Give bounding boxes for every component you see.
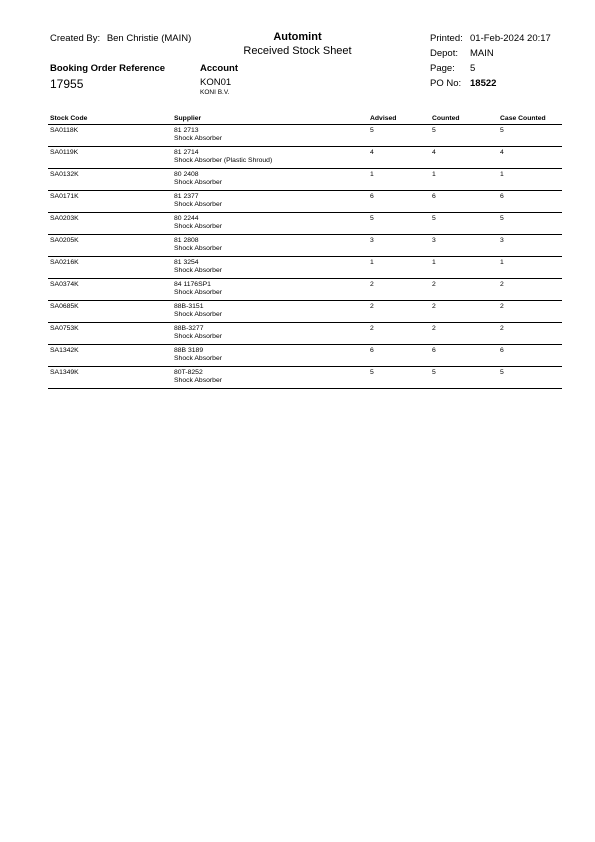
- stock-code-cell: SA0685K: [48, 301, 172, 323]
- advised-cell: 4: [368, 147, 430, 169]
- advised-cell: 1: [368, 169, 430, 191]
- case-counted-cell: 2: [498, 279, 562, 301]
- case-counted-cell: 6: [498, 345, 562, 367]
- case-counted-cell: 1: [498, 169, 562, 191]
- column-header-case-counted: Case Counted: [498, 114, 562, 125]
- supplier-cell: [172, 345, 368, 367]
- table-row: [48, 235, 562, 257]
- stock-code-cell: SA0205K: [48, 235, 172, 257]
- supplier-code: 80 2408: [174, 171, 199, 178]
- supplier-code: 81 2808: [174, 237, 199, 244]
- counted-cell: 6: [430, 345, 498, 367]
- supplier-code: 84 1176SP1: [174, 281, 211, 288]
- item-description: Shock Absorber: [174, 333, 222, 340]
- printed-value: 01-Feb-2024 20:17: [470, 33, 551, 44]
- supplier-code: 88B-3151: [174, 303, 204, 310]
- counted-cell: 2: [430, 323, 498, 345]
- stock-code-cell: SA0753K: [48, 323, 172, 345]
- advised-cell: 5: [368, 213, 430, 235]
- item-description: Shock Absorber: [174, 355, 222, 362]
- advised-cell: 2: [368, 301, 430, 323]
- table-header-row: [48, 114, 562, 125]
- item-description: Shock Absorber: [174, 377, 222, 384]
- supplier-cell: [172, 323, 368, 345]
- advised-cell: 5: [368, 125, 430, 147]
- stock-code-cell: SA1349K: [48, 367, 172, 389]
- advised-cell: 1: [368, 257, 430, 279]
- supplier-code: 81 2714: [174, 149, 199, 156]
- column-header-counted: Counted: [430, 114, 498, 125]
- item-description: Shock Absorber: [174, 267, 222, 274]
- counted-cell: 5: [430, 125, 498, 147]
- table-row: [48, 301, 562, 323]
- stock-code-cell: SA0118K: [48, 125, 172, 147]
- account-label: Account: [200, 63, 238, 74]
- supplier-cell: [172, 235, 368, 257]
- booking-ref-label: Booking Order Reference: [50, 63, 166, 74]
- counted-cell: 1: [430, 169, 498, 191]
- item-description: Shock Absorber: [174, 245, 222, 252]
- po-label: PO No:: [430, 78, 462, 89]
- item-description: Shock Absorber: [174, 201, 222, 208]
- case-counted-cell: 5: [498, 213, 562, 235]
- counted-cell: 5: [430, 213, 498, 235]
- table-row: [48, 213, 562, 235]
- depot-label: Depot:: [430, 48, 458, 59]
- page-label: Page:: [430, 63, 455, 74]
- supplier-cell: [172, 279, 368, 301]
- counted-cell: 2: [430, 301, 498, 323]
- supplier-code: 80T-8252: [174, 369, 203, 376]
- created-by-label: Created By:: [50, 33, 101, 44]
- counted-cell: 2: [430, 279, 498, 301]
- printed-label: Printed:: [430, 33, 463, 44]
- item-description: Shock Absorber: [174, 223, 222, 230]
- supplier-cell: [172, 125, 368, 147]
- advised-cell: 2: [368, 323, 430, 345]
- table-row: [48, 345, 562, 367]
- counted-cell: 5: [430, 367, 498, 389]
- stock-code-cell: SA0132K: [48, 169, 172, 191]
- stock-code-cell: SA0171K: [48, 191, 172, 213]
- counted-cell: 6: [430, 191, 498, 213]
- counted-cell: 1: [430, 257, 498, 279]
- depot-value: MAIN: [470, 48, 494, 59]
- supplier-cell: [172, 213, 368, 235]
- stock-code-cell: SA1342K: [48, 345, 172, 367]
- supplier-cell: [172, 191, 368, 213]
- stock-code-cell: SA0374K: [48, 279, 172, 301]
- supplier-code: 81 3254: [174, 259, 199, 266]
- advised-cell: 6: [368, 191, 430, 213]
- created-by-value: Ben Christie (MAIN): [106, 33, 192, 44]
- account-code: KON01: [200, 77, 232, 88]
- po-value: 18522: [470, 78, 497, 89]
- item-description: Shock Absorber: [174, 179, 222, 186]
- supplier-code: 81 2377: [174, 193, 199, 200]
- counted-cell: 3: [430, 235, 498, 257]
- account-name: KONI B.V.: [200, 89, 230, 96]
- item-description: Shock Absorber: [174, 289, 222, 296]
- table-row: [48, 279, 562, 301]
- supplier-code: 81 2713: [174, 127, 199, 134]
- stock-code-cell: SA0216K: [48, 257, 172, 279]
- table-row: [48, 323, 562, 345]
- case-counted-cell: 2: [498, 301, 562, 323]
- case-counted-cell: 3: [498, 235, 562, 257]
- column-header-stock-code: Stock Code: [48, 114, 172, 125]
- advised-cell: 6: [368, 345, 430, 367]
- table-row: [48, 191, 562, 213]
- document-title: Received Stock Sheet: [243, 45, 352, 57]
- advised-cell: 3: [368, 235, 430, 257]
- supplier-cell: [172, 301, 368, 323]
- advised-cell: 2: [368, 279, 430, 301]
- counted-cell: 4: [430, 147, 498, 169]
- item-description: Shock Absorber: [174, 135, 222, 142]
- case-counted-cell: 1: [498, 257, 562, 279]
- supplier-cell: [172, 147, 368, 169]
- table-row: [48, 257, 562, 279]
- item-description: Shock Absorber (Plastic Shroud): [174, 157, 273, 164]
- booking-ref-value: 17955: [50, 77, 84, 91]
- item-description: Shock Absorber: [174, 311, 222, 318]
- supplier-code: 80 2244: [174, 215, 199, 222]
- stock-code-cell: SA0119K: [48, 147, 172, 169]
- table-row: [48, 125, 562, 147]
- table-row: [48, 169, 562, 191]
- column-header-advised: Advised: [368, 114, 430, 125]
- supplier-code: 88B 3189: [174, 347, 204, 354]
- case-counted-cell: 2: [498, 323, 562, 345]
- supplier-cell: [172, 257, 368, 279]
- table-row: [48, 147, 562, 169]
- supplier-cell: [172, 367, 368, 389]
- advised-cell: 5: [368, 367, 430, 389]
- company-name: Automint: [273, 31, 322, 43]
- table-row: [48, 367, 562, 389]
- stock-code-cell: SA0203K: [48, 213, 172, 235]
- page-value: 5: [470, 63, 476, 74]
- case-counted-cell: 6: [498, 191, 562, 213]
- case-counted-cell: 4: [498, 147, 562, 169]
- received-stock-table: [48, 114, 562, 389]
- column-header-supplier: Supplier: [172, 114, 368, 125]
- supplier-cell: [172, 169, 368, 191]
- case-counted-cell: 5: [498, 367, 562, 389]
- case-counted-cell: 5: [498, 125, 562, 147]
- supplier-code: 88B-3277: [174, 325, 204, 332]
